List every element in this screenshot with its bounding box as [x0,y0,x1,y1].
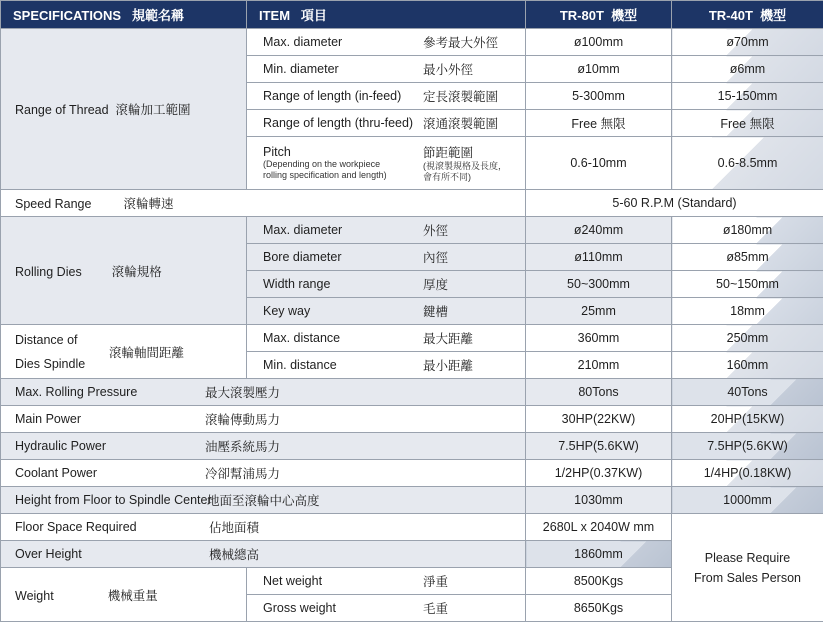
thread-item: Max. diameter 參考最大外徑 [247,29,526,56]
thread-item: Range of length (thru-feed) 滾通滾製範圍 [247,110,526,137]
weight-label: Weight 機械重量 [1,568,247,622]
coolant-v1: 1/2HP(0.37KW) [526,460,672,487]
pitch-zh-note1: (視滾製規格及長度， [423,161,507,171]
dies-v1: ø110mm [526,244,672,271]
hydraulic-label: Hydraulic Power 油壓系統馬力 [1,433,526,460]
distance-label2: Dies Spindle [15,356,86,371]
dies-v1: ø240mm [526,217,672,244]
thread-v2: ø70mm [672,29,823,56]
hydraulic-v1: 7.5HP(5.6KW) [526,433,672,460]
speed-label: Speed Range 滾輪轉速 [1,190,526,217]
header-model1: TR-80T 機型 [526,1,672,29]
table-row [1,29,823,56]
floor-v1: 2680L x 2040W mm [526,514,672,541]
distance-v2: 160mm [672,352,823,379]
distance-v2: 250mm [672,325,823,352]
dies-v2: 18mm [672,298,823,325]
distance-label [1,325,247,379]
hydraulic-v2: 7.5HP(5.6KW) [672,433,823,460]
thread-v2: Free 無限 [672,110,823,137]
height-v2: 1000mm [672,487,823,514]
thread-v1: Free 無限 [526,110,672,137]
require-note [672,514,823,622]
header-model2: TR-40T 機型 [672,1,823,29]
thread-pitch-v2: 0.6-8.5mm [672,137,823,190]
dies-v2: ø85mm [672,244,823,271]
coolant-v2: 1/4HP(0.18KW) [672,460,823,487]
distance-label1: Distance of [15,332,78,347]
pressure-v1: 80Tons [526,379,672,406]
thread-item: Min. diameter 最小外徑 [247,56,526,83]
require-line1: Please Require [704,550,791,565]
table-row [1,487,823,514]
table-row [1,514,823,541]
weight-item: Gross weight 毛重 [247,595,526,622]
table-row [1,433,823,460]
coolant-label: Coolant Power 冷卻幫浦馬力 [1,460,526,487]
height-label: Height from Floor to Spindle Center 地面至滾輪中心高度 [1,487,526,514]
pitch-zh-note2: 會有所不同) [423,172,471,182]
dies-v2: 50~150mm [672,271,823,298]
main-power-v2: 20HP(15KW) [672,406,823,433]
over-label: Over Height 機械總高 [1,541,526,568]
distance-item: Max. distance 最大距離 [247,325,526,352]
thread-v2: 15-150mm [672,83,823,110]
dies-item: Key way 鍵槽 [247,298,526,325]
dies-item: Max. diameter 外徑 [247,217,526,244]
pitch-note2: rolling specification and length) [263,170,387,180]
pitch-zh: 節距範圍 [423,146,474,160]
require-line2: From Sales Person [694,570,801,585]
header-item: ITEM 項目 [247,1,526,29]
table-row [1,217,823,244]
pitch-zh-block [423,143,507,183]
distance-item: Min. distance 最小距離 [247,352,526,379]
height-v1: 1030mm [526,487,672,514]
header-spec: SPECIFICATIONS 規範名稱 [1,1,247,29]
table-row [1,406,823,433]
main-power-label: Main Power 滾輪傳動馬力 [1,406,526,433]
distance-v1: 210mm [526,352,672,379]
thread-v1: ø10mm [526,56,672,83]
dies-item: Width range 厚度 [247,271,526,298]
distance-label-zh: 滾輪軸間距離 [109,345,185,360]
table-row [1,460,823,487]
speed-value: 5-60 R.P.M (Standard) [526,190,823,217]
over-v1: 1860mm [526,541,672,568]
thread-item: Range of length (in-feed) 定長滾製範圍 [247,83,526,110]
dies-v1: 25mm [526,298,672,325]
distance-v1: 360mm [526,325,672,352]
main-power-v1: 30HP(22KW) [526,406,672,433]
table-row [1,190,823,217]
dies-item: Bore diameter 內徑 [247,244,526,271]
thread-v1: ø100mm [526,29,672,56]
thread-pitch-v1: 0.6-10mm [526,137,672,190]
header-row [1,1,823,29]
weight-v1: 8650Kgs [526,595,672,622]
pitch-note1: (Depending on the workpiece [263,159,381,169]
table-row [1,379,823,406]
dies-v2: ø180mm [672,217,823,244]
thread-pitch-item [247,137,526,190]
weight-item: Net weight 淨重 [247,568,526,595]
table-row [1,325,823,352]
pressure-label: Max. Rolling Pressure 最大滾製壓力 [1,379,526,406]
thread-label: Range of Thread 滾輪加工範圍 [1,29,247,190]
weight-v1: 8500Kgs [526,568,672,595]
thread-v2: ø6mm [672,56,823,83]
pressure-v2: 40Tons [672,379,823,406]
thread-v1: 5-300mm [526,83,672,110]
pitch-label: Pitch [263,145,291,159]
dies-v1: 50~300mm [526,271,672,298]
dies-label: Rolling Dies 滾輪規格 [1,217,247,325]
floor-label: Floor Space Required 佔地面積 [1,514,526,541]
